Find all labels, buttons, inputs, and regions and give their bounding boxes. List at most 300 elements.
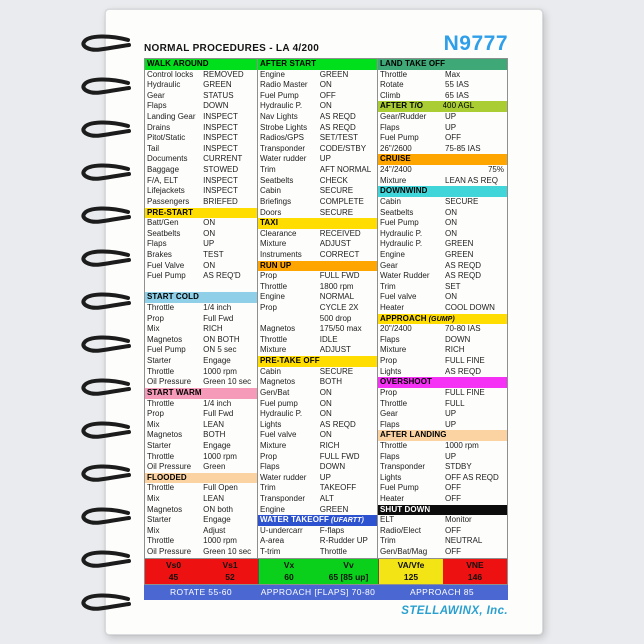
row-label: Gear bbox=[380, 260, 398, 270]
section-header-cruise bbox=[378, 154, 507, 165]
row-value: STOWED bbox=[203, 165, 239, 175]
vspeed-cell-va-vfe bbox=[379, 559, 443, 584]
checklist-row bbox=[145, 218, 257, 229]
checklist-column-2 bbox=[258, 59, 378, 558]
section-header-start-warm bbox=[145, 388, 257, 399]
row-label: Drains bbox=[147, 122, 171, 132]
row-value: 75-85 IAS bbox=[445, 143, 481, 153]
row-value: BOTH bbox=[319, 377, 343, 387]
aircraft-registration: N9777 bbox=[443, 32, 508, 55]
row-value: 1000 rpm bbox=[203, 366, 237, 376]
checklist-row bbox=[378, 367, 507, 378]
row-label: Mix bbox=[147, 324, 160, 334]
checklist-row bbox=[258, 536, 377, 547]
row-label: Oil Pressure bbox=[147, 547, 192, 557]
row-label: Trim bbox=[260, 165, 276, 175]
row-label: Mixture bbox=[260, 440, 287, 450]
checklist-row bbox=[258, 377, 377, 388]
row-value: REMOVED bbox=[203, 69, 244, 79]
row-label: Throttle bbox=[380, 398, 408, 408]
section-header-start-cold bbox=[145, 292, 257, 303]
row-label: Engine bbox=[260, 292, 285, 302]
section-title: START COLD bbox=[147, 292, 199, 302]
spiral-coil bbox=[78, 34, 132, 56]
spiral-coil bbox=[78, 378, 132, 400]
checklist-row bbox=[378, 229, 507, 240]
row-label: Flaps bbox=[380, 122, 400, 132]
checklist-row bbox=[258, 314, 377, 325]
row-label: Magnetos bbox=[147, 504, 183, 514]
row-value: AFT NORMAL bbox=[319, 165, 372, 175]
row-value: Adjust bbox=[203, 525, 226, 535]
row-value: TAKEOFF bbox=[319, 483, 357, 493]
row-label: Hydraulic P. bbox=[380, 239, 423, 249]
section-header-walk-around bbox=[145, 59, 257, 70]
checklist-row bbox=[378, 388, 507, 399]
row-value: ON bbox=[203, 228, 216, 238]
row-label: Trim bbox=[380, 536, 396, 546]
row-label: Mixture bbox=[380, 175, 407, 185]
checklist-row bbox=[378, 420, 507, 431]
row-value: ON bbox=[203, 218, 216, 228]
row-value: ON BOTH bbox=[203, 334, 240, 344]
checklist-row bbox=[258, 112, 377, 123]
row-label: Oil Pressure bbox=[147, 462, 192, 472]
row-value: STDBY bbox=[445, 462, 472, 472]
row-label: Cabin bbox=[260, 366, 281, 376]
checklist-row bbox=[258, 303, 377, 314]
row-value: DOWN bbox=[319, 462, 346, 472]
row-label: Prop bbox=[380, 387, 397, 397]
checklist-row bbox=[258, 441, 377, 452]
checklist-row bbox=[258, 335, 377, 346]
row-value: SECURE bbox=[319, 186, 354, 196]
spiral-coil bbox=[78, 550, 132, 572]
row-value: Max bbox=[445, 69, 461, 79]
row-label: Landing Gear bbox=[147, 112, 196, 122]
speed-note: APPROACH [FLAPS] 70-80 bbox=[260, 586, 376, 597]
speed-notes-bar bbox=[144, 585, 508, 600]
checklist-row bbox=[258, 483, 377, 494]
section-header-pre-start bbox=[145, 208, 257, 219]
checklist-row bbox=[258, 271, 377, 282]
row-value: GREEN bbox=[319, 504, 349, 514]
row-value: Green 10 sec bbox=[203, 377, 252, 387]
vspeed-value: 60 bbox=[284, 572, 294, 583]
row-value: ON bbox=[319, 387, 332, 397]
row-value: ON bbox=[445, 218, 457, 228]
checklist-row bbox=[378, 303, 507, 314]
checklist-row bbox=[258, 324, 377, 335]
row-value: INSPECT bbox=[203, 143, 238, 153]
row-label: Mixture bbox=[380, 345, 407, 355]
row-value: ALT bbox=[319, 493, 334, 503]
row-value: AS REQ'D bbox=[203, 271, 241, 281]
checklist-row bbox=[145, 101, 257, 112]
row-label: 20"/2400 bbox=[380, 324, 412, 334]
checklist-row bbox=[145, 271, 257, 282]
spiral-coil bbox=[78, 593, 132, 615]
row-value: INSPECT bbox=[203, 112, 238, 122]
checklist-row bbox=[258, 282, 377, 293]
row-value: CORRECT bbox=[319, 249, 360, 259]
section-title: LAND TAKE OFF bbox=[380, 59, 446, 68]
section-header-after-t-o bbox=[378, 101, 507, 112]
row-value: GREEN bbox=[445, 249, 474, 259]
row-label: Flaps bbox=[380, 334, 400, 344]
spiral-coil bbox=[78, 464, 132, 486]
row-value: Green 10 sec bbox=[203, 547, 252, 557]
section-title: CRUISE bbox=[380, 154, 411, 164]
row-label: Brakes bbox=[147, 249, 172, 259]
checklist-row bbox=[145, 536, 257, 547]
row-value: SECURE bbox=[445, 196, 479, 206]
checklist-row bbox=[145, 70, 257, 81]
row-value: AS REQD bbox=[445, 260, 482, 270]
row-value: AS REQD bbox=[445, 366, 482, 376]
row-label: Engine bbox=[260, 504, 285, 514]
checklist-row bbox=[258, 367, 377, 378]
row-value: F-flaps bbox=[319, 525, 345, 535]
checklist-row bbox=[145, 356, 257, 367]
row-value: SECURE bbox=[319, 366, 354, 376]
row-value: R-Rudder UP bbox=[319, 536, 368, 546]
spiral-coil bbox=[78, 120, 132, 142]
checklist-row bbox=[145, 335, 257, 346]
spiral-coil bbox=[78, 335, 132, 357]
row-value: ON bbox=[319, 80, 332, 90]
vspeed-value: 146 bbox=[467, 572, 483, 583]
row-label: Climb bbox=[380, 90, 401, 100]
row-value: SET/TEST bbox=[319, 133, 359, 143]
checklist-row bbox=[258, 409, 377, 420]
checklist-row bbox=[378, 271, 507, 282]
row-label: Fuel Pump bbox=[260, 90, 299, 100]
checklist-row bbox=[145, 441, 257, 452]
row-value: CODE/STBY bbox=[319, 143, 367, 153]
checklist-row bbox=[258, 388, 377, 399]
checklist-row bbox=[378, 176, 507, 187]
row-label: Hydraulic P. bbox=[380, 228, 423, 238]
row-value: SET bbox=[445, 281, 461, 291]
row-label: Starter bbox=[147, 356, 172, 366]
row-value: STATUS bbox=[203, 90, 234, 100]
row-value: 1000 rpm bbox=[203, 536, 237, 546]
row-label: Seatbelts bbox=[147, 228, 181, 238]
row-label: Hydraulic P. bbox=[260, 101, 303, 111]
row-label: Flaps bbox=[260, 462, 280, 472]
row-label: Flaps bbox=[380, 419, 400, 429]
vspeed-label: Vs0 bbox=[165, 559, 182, 570]
row-label: Radios/GPS bbox=[260, 133, 305, 143]
vspeed-value: 65 [85 up] bbox=[328, 572, 369, 583]
page-header bbox=[144, 32, 508, 58]
row-label: Seatbelts bbox=[380, 207, 414, 217]
row-label: Trim bbox=[260, 483, 276, 493]
row-label: Prop bbox=[147, 313, 164, 323]
row-value: AS REQD bbox=[445, 271, 482, 281]
row-label: Fuel Pump bbox=[380, 483, 419, 493]
row-label: Batt/Gen bbox=[147, 218, 179, 228]
row-label: Throttle bbox=[147, 366, 175, 376]
row-value: FULL FWD bbox=[319, 271, 360, 281]
row-label: A-area bbox=[260, 536, 285, 546]
row-value: ON bbox=[319, 409, 332, 419]
section-title: PRE-TAKE OFF bbox=[260, 356, 320, 366]
section-title: TAXI bbox=[260, 218, 279, 228]
checklist-row bbox=[145, 399, 257, 410]
vspeed-cell-vs1 bbox=[202, 559, 259, 584]
row-value: OFF bbox=[445, 525, 461, 535]
checklist-row bbox=[378, 80, 507, 91]
row-value: INSPECT bbox=[203, 186, 238, 196]
row-value: NEUTRAL bbox=[445, 536, 483, 546]
section-title: START WARM bbox=[147, 387, 202, 397]
section-header-taxi bbox=[258, 218, 377, 229]
checklist-row bbox=[378, 547, 507, 558]
row-label: Throttle bbox=[380, 69, 408, 79]
row-value: RECEIVED bbox=[319, 228, 361, 238]
row-label: Lights bbox=[260, 419, 282, 429]
vspeed-cell-vv bbox=[319, 559, 379, 584]
row-label: Throttle bbox=[147, 303, 175, 313]
row-value: 1/4 inch bbox=[203, 303, 232, 313]
row-value: Full Fwd bbox=[203, 409, 234, 419]
checklist-row bbox=[145, 420, 257, 431]
checklist-content bbox=[144, 32, 508, 617]
row-label: Gear bbox=[380, 409, 398, 419]
checklist-row bbox=[145, 165, 257, 176]
section-title: WALK AROUND bbox=[147, 59, 209, 68]
section-header-flooded bbox=[145, 473, 257, 484]
checklist-row bbox=[145, 314, 257, 325]
row-label: Pitot/Static bbox=[147, 133, 186, 143]
row-value: 175/50 max bbox=[319, 324, 362, 334]
checklist-row bbox=[378, 292, 507, 303]
checklist-row bbox=[145, 282, 257, 293]
row-label: Fuel Valve bbox=[147, 260, 185, 270]
checklist-row bbox=[258, 186, 377, 197]
row-label: Gen/Bat/Mag bbox=[380, 547, 428, 557]
section-title: OVERSHOOT bbox=[380, 377, 433, 387]
checklist-row bbox=[145, 239, 257, 250]
section-title: AFTER LANDING bbox=[380, 430, 447, 440]
row-value: Full Fwd bbox=[203, 313, 234, 323]
row-label: Throttle bbox=[147, 398, 175, 408]
row-label: Mixture bbox=[260, 239, 287, 249]
row-label: Control locks bbox=[147, 69, 194, 79]
row-value: ON bbox=[445, 228, 457, 238]
checklist-row bbox=[378, 144, 507, 155]
row-label: Mixture bbox=[260, 345, 287, 355]
checklist-row bbox=[145, 324, 257, 335]
row-label: Baggage bbox=[147, 165, 180, 175]
checklist-row bbox=[145, 430, 257, 441]
row-value: INSPECT bbox=[203, 122, 238, 132]
checklist-row bbox=[258, 208, 377, 219]
row-label: Cabin bbox=[260, 186, 281, 196]
row-value: INSPECT bbox=[203, 133, 238, 143]
row-label: Engine bbox=[380, 249, 405, 259]
row-value: OFF bbox=[319, 90, 336, 100]
checklist-row bbox=[378, 473, 507, 484]
row-value: ON bbox=[203, 260, 216, 270]
spiral-coil bbox=[78, 292, 132, 314]
vspeed-cell-vx bbox=[259, 559, 319, 584]
checklist-row bbox=[378, 462, 507, 473]
vspeed-value: 125 bbox=[403, 572, 419, 583]
row-label: Magnetos bbox=[260, 324, 296, 334]
row-label: Seatbelts bbox=[260, 175, 294, 185]
row-label: Magnetos bbox=[260, 377, 296, 387]
row-label: Passengers bbox=[147, 196, 190, 206]
checklist-row bbox=[378, 197, 507, 208]
row-label: Fuel valve bbox=[260, 430, 297, 440]
row-label: Fuel pump bbox=[260, 398, 298, 408]
spiral-coil bbox=[78, 206, 132, 228]
notebook-page bbox=[105, 9, 543, 635]
checklist-row bbox=[378, 494, 507, 505]
row-value: INSPECT bbox=[203, 175, 238, 185]
row-value: LEAN AS REQ bbox=[445, 175, 498, 185]
checklist-row bbox=[378, 208, 507, 219]
row-value: 1000 rpm bbox=[203, 451, 237, 461]
checklist-row bbox=[378, 409, 507, 420]
checklist-row bbox=[258, 547, 377, 558]
row-value: ADJUST bbox=[319, 345, 351, 355]
checklist-row bbox=[258, 526, 377, 537]
row-value: CYCLE 2X bbox=[319, 303, 359, 313]
row-label: Flaps bbox=[380, 451, 400, 461]
row-label: Radio/Elect bbox=[380, 525, 421, 535]
row-label: Magnetos bbox=[147, 334, 183, 344]
row-label: Instruments bbox=[260, 249, 302, 259]
row-label: Throttle bbox=[260, 334, 288, 344]
row-label: Throttle bbox=[380, 440, 408, 450]
row-label: Water Rudder bbox=[380, 271, 430, 281]
checklist-row bbox=[258, 154, 377, 165]
row-label: Flaps bbox=[147, 239, 167, 249]
row-value: UP bbox=[445, 451, 457, 461]
row-label: Throttle bbox=[260, 281, 288, 291]
row-label: Prop bbox=[260, 451, 277, 461]
checklist-row bbox=[258, 229, 377, 240]
row-label: Fuel Pump bbox=[147, 271, 186, 281]
vspeed-label: Vv bbox=[343, 559, 354, 570]
checklist-row bbox=[378, 91, 507, 102]
checklist-row bbox=[378, 324, 507, 335]
row-value: CURRENT bbox=[203, 154, 243, 164]
checklist-row bbox=[145, 112, 257, 123]
row-label: Nav Lights bbox=[260, 112, 298, 122]
checklist-row bbox=[258, 239, 377, 250]
row-label: ELT bbox=[380, 515, 395, 525]
row-value: ON bbox=[319, 101, 332, 111]
checklist-row bbox=[258, 462, 377, 473]
checklist-row bbox=[258, 165, 377, 176]
checklist-row bbox=[378, 133, 507, 144]
row-label: Gear bbox=[147, 90, 165, 100]
row-value: UP bbox=[445, 122, 457, 132]
row-value: UP bbox=[445, 409, 457, 419]
row-value: GREEN bbox=[203, 80, 232, 90]
row-label: Mix bbox=[147, 525, 160, 535]
checklist-row bbox=[258, 399, 377, 410]
checklist-row bbox=[258, 91, 377, 102]
row-label: Flaps bbox=[147, 101, 167, 111]
spiral-coil bbox=[78, 421, 132, 443]
row-label: Fuel Pump bbox=[380, 133, 419, 143]
row-label: Gear/Rudder bbox=[380, 112, 427, 122]
row-label: Clearance bbox=[260, 228, 297, 238]
checklist-row bbox=[378, 250, 507, 261]
row-label: Throttle bbox=[147, 536, 175, 546]
checklist-row bbox=[378, 282, 507, 293]
checklist-row bbox=[378, 452, 507, 463]
checklist-row bbox=[378, 483, 507, 494]
row-label: Cabin bbox=[380, 196, 401, 206]
checklist-row bbox=[258, 505, 377, 516]
row-label: Hydraulic bbox=[147, 80, 181, 90]
row-value: NORMAL bbox=[319, 292, 355, 302]
speed-note: ROTATE 55-60 bbox=[169, 586, 233, 597]
section-title: PRE-START bbox=[147, 207, 194, 217]
checklist-row bbox=[145, 367, 257, 378]
vspeed-cell-vne bbox=[443, 559, 507, 584]
checklist-row bbox=[378, 345, 507, 356]
row-value: COOL DOWN bbox=[445, 303, 495, 313]
checklist-row bbox=[145, 409, 257, 420]
checklist-row bbox=[145, 250, 257, 261]
row-label: Fuel valve bbox=[380, 292, 417, 302]
checklist-row bbox=[258, 197, 377, 208]
row-value: DOWN bbox=[203, 101, 229, 111]
row-value: ON bbox=[445, 292, 457, 302]
row-label: Mix bbox=[147, 419, 160, 429]
row-label: Starter bbox=[147, 515, 172, 525]
section-header-water-takeoff bbox=[258, 515, 377, 526]
row-label: Magnetos bbox=[147, 430, 183, 440]
row-value: RICH bbox=[203, 324, 223, 334]
checklist-row bbox=[378, 335, 507, 346]
row-value: ON bbox=[445, 207, 457, 217]
section-header-overshoot bbox=[378, 377, 507, 388]
row-value bbox=[203, 282, 255, 293]
row-value: OFF AS REQD bbox=[445, 472, 499, 482]
row-label: Transponder bbox=[260, 143, 306, 153]
row-value: IDLE bbox=[319, 334, 338, 344]
row-value: 55 IAS bbox=[445, 80, 470, 90]
section-title: AFTER START bbox=[260, 59, 317, 68]
section-header-after-start bbox=[258, 59, 377, 70]
section-title: FLOODED bbox=[147, 472, 187, 482]
row-label: Gen/Bat bbox=[260, 387, 290, 397]
brand-footer: STELLAWINX, Inc. bbox=[401, 604, 508, 617]
row-value: Full Open bbox=[203, 483, 238, 493]
row-value: UP bbox=[445, 112, 457, 122]
row-value: UP bbox=[319, 154, 331, 164]
row-label: 26"/2600 bbox=[380, 143, 412, 153]
checklist-row bbox=[145, 483, 257, 494]
row-label: Starter bbox=[147, 440, 172, 450]
section-header-run-up bbox=[258, 261, 377, 272]
checklist-row bbox=[378, 441, 507, 452]
checklist-row bbox=[378, 526, 507, 537]
checklist-row bbox=[258, 133, 377, 144]
section-header-land-take-off bbox=[378, 59, 507, 70]
row-value: FULL bbox=[445, 398, 465, 408]
row-value: 1/4 inch bbox=[203, 398, 232, 408]
